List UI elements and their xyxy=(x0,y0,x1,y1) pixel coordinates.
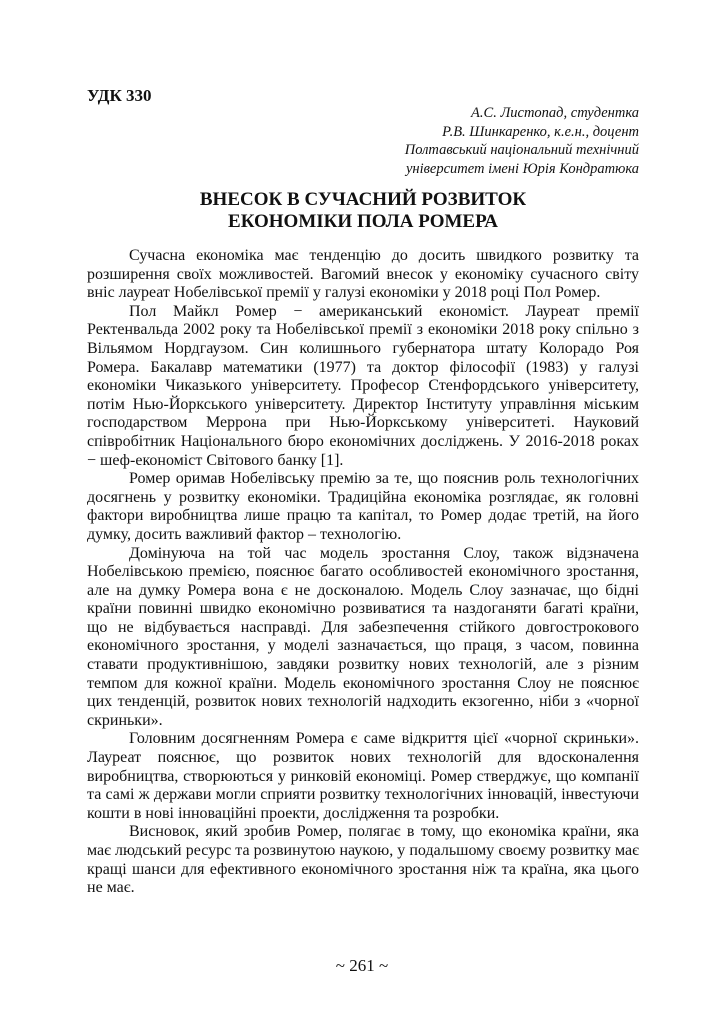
page-number: ~ 261 ~ xyxy=(335,956,389,975)
affiliation-line: Полтавський національний технічний xyxy=(404,142,639,158)
paragraph: Ромер оримав Нобелівську премію за те, що пояснив роль технологічних досягнень у розвитку економіки. Традиційна економіка розглядає, як головні фактори виробництва лише працю та капітал, то Ромер додає третій, на його думку, досить важливий фактор – технологію. xyxy=(87,470,639,543)
title-line: ВНЕСОК В СУЧАСНИЙ РОЗВИТОК xyxy=(199,189,527,210)
article-body xyxy=(87,247,639,898)
paragraph: Головним досягненням Ромера є саме відкриття цієї «чорної скриньки». Лауреат пояснює, що розвиток нових технологій для вдосконалення виробництва, створюються у ринковій економіці. Ромер стверджує, що компанії та самі ж держави могли сприяти розвитку технологічних інновацій, інвестуючи кошти в нові інноваційні проекти, дослідження та розробки. xyxy=(87,730,639,822)
author-block xyxy=(405,104,639,178)
article-title xyxy=(87,189,639,233)
affiliation-line: університет імені Юрія Кондратюка xyxy=(405,160,639,177)
title-line: ЕКОНОМІКИ ПОЛА РОМЕРА xyxy=(228,211,498,232)
paragraph: Висновок, який зробив Ромер, полягає в тому, що економіка країни, яка має людський ресурс та розвинутою наукою, у подальшому своєму розвитку має кращі шанси для ефективного економічного зростання ніж та країна, яка цього не має. xyxy=(87,823,639,897)
paragraph: Пол Майкл Ромер − американський економіст. Лауреат премії Ректенвальда 2002 року та Нобелівської премії з економіки 2018 року спільно з Вільямом Нордгаузом. Син колишнього губернатора штату Колорадо Роя Ромера. Бакалавр математики (1977) та доктор філософії (1983) у галузі економіки Чиказького університету. Професор Стенфордського університету, потім Нью-Йоркського університету. Директор Інституту управління міським господарством Меррона при Нью-Йоркському університеті. Науковий співробітник Національного бюро економічних досліджень. У 2016-2018 роках − шеф-економіст Світового банку [1]. xyxy=(87,302,639,469)
author-line: Р.В. Шинкаренко, к.е.н., доцент xyxy=(442,123,639,140)
paragraph: Сучасна економіка має тенденцію до досить швидкого розвитку та розширення своїх можливостей. Вагомий внесок у економіку сучасного світу вніс лауреат Нобелівської премії у галузі економіки у 2018 році Пол Ромер. xyxy=(87,247,639,302)
paragraph: Домінуюча на той час модель зростання Слоу, також відзначена Нобелівською премією, пояснює багато особливостей економічного зростання, але на думку Ромера вона є не досконалою. Модель Слоу зазначає, що бідні країни повинні швидко економічно розвиватися та наздоганяти багаті країни, що не відбувається насправді. Для забезпечення стійкого довгострокового економічного зростання, у моделі зазначається, що праця, з часом, повинна ставати продуктивнішою, завдяки розвитку нових технологій, але з різним темпом для кожної країни. Модель економічного зростання Слоу не пояснює цих тенденцій, розвиток нових технологій надходить екзогенно, ніби з «чорної скриньки». xyxy=(87,544,639,729)
author-line: А.С. Листопад, студентка xyxy=(471,105,639,121)
udk-code: УДК 330 xyxy=(87,86,152,105)
